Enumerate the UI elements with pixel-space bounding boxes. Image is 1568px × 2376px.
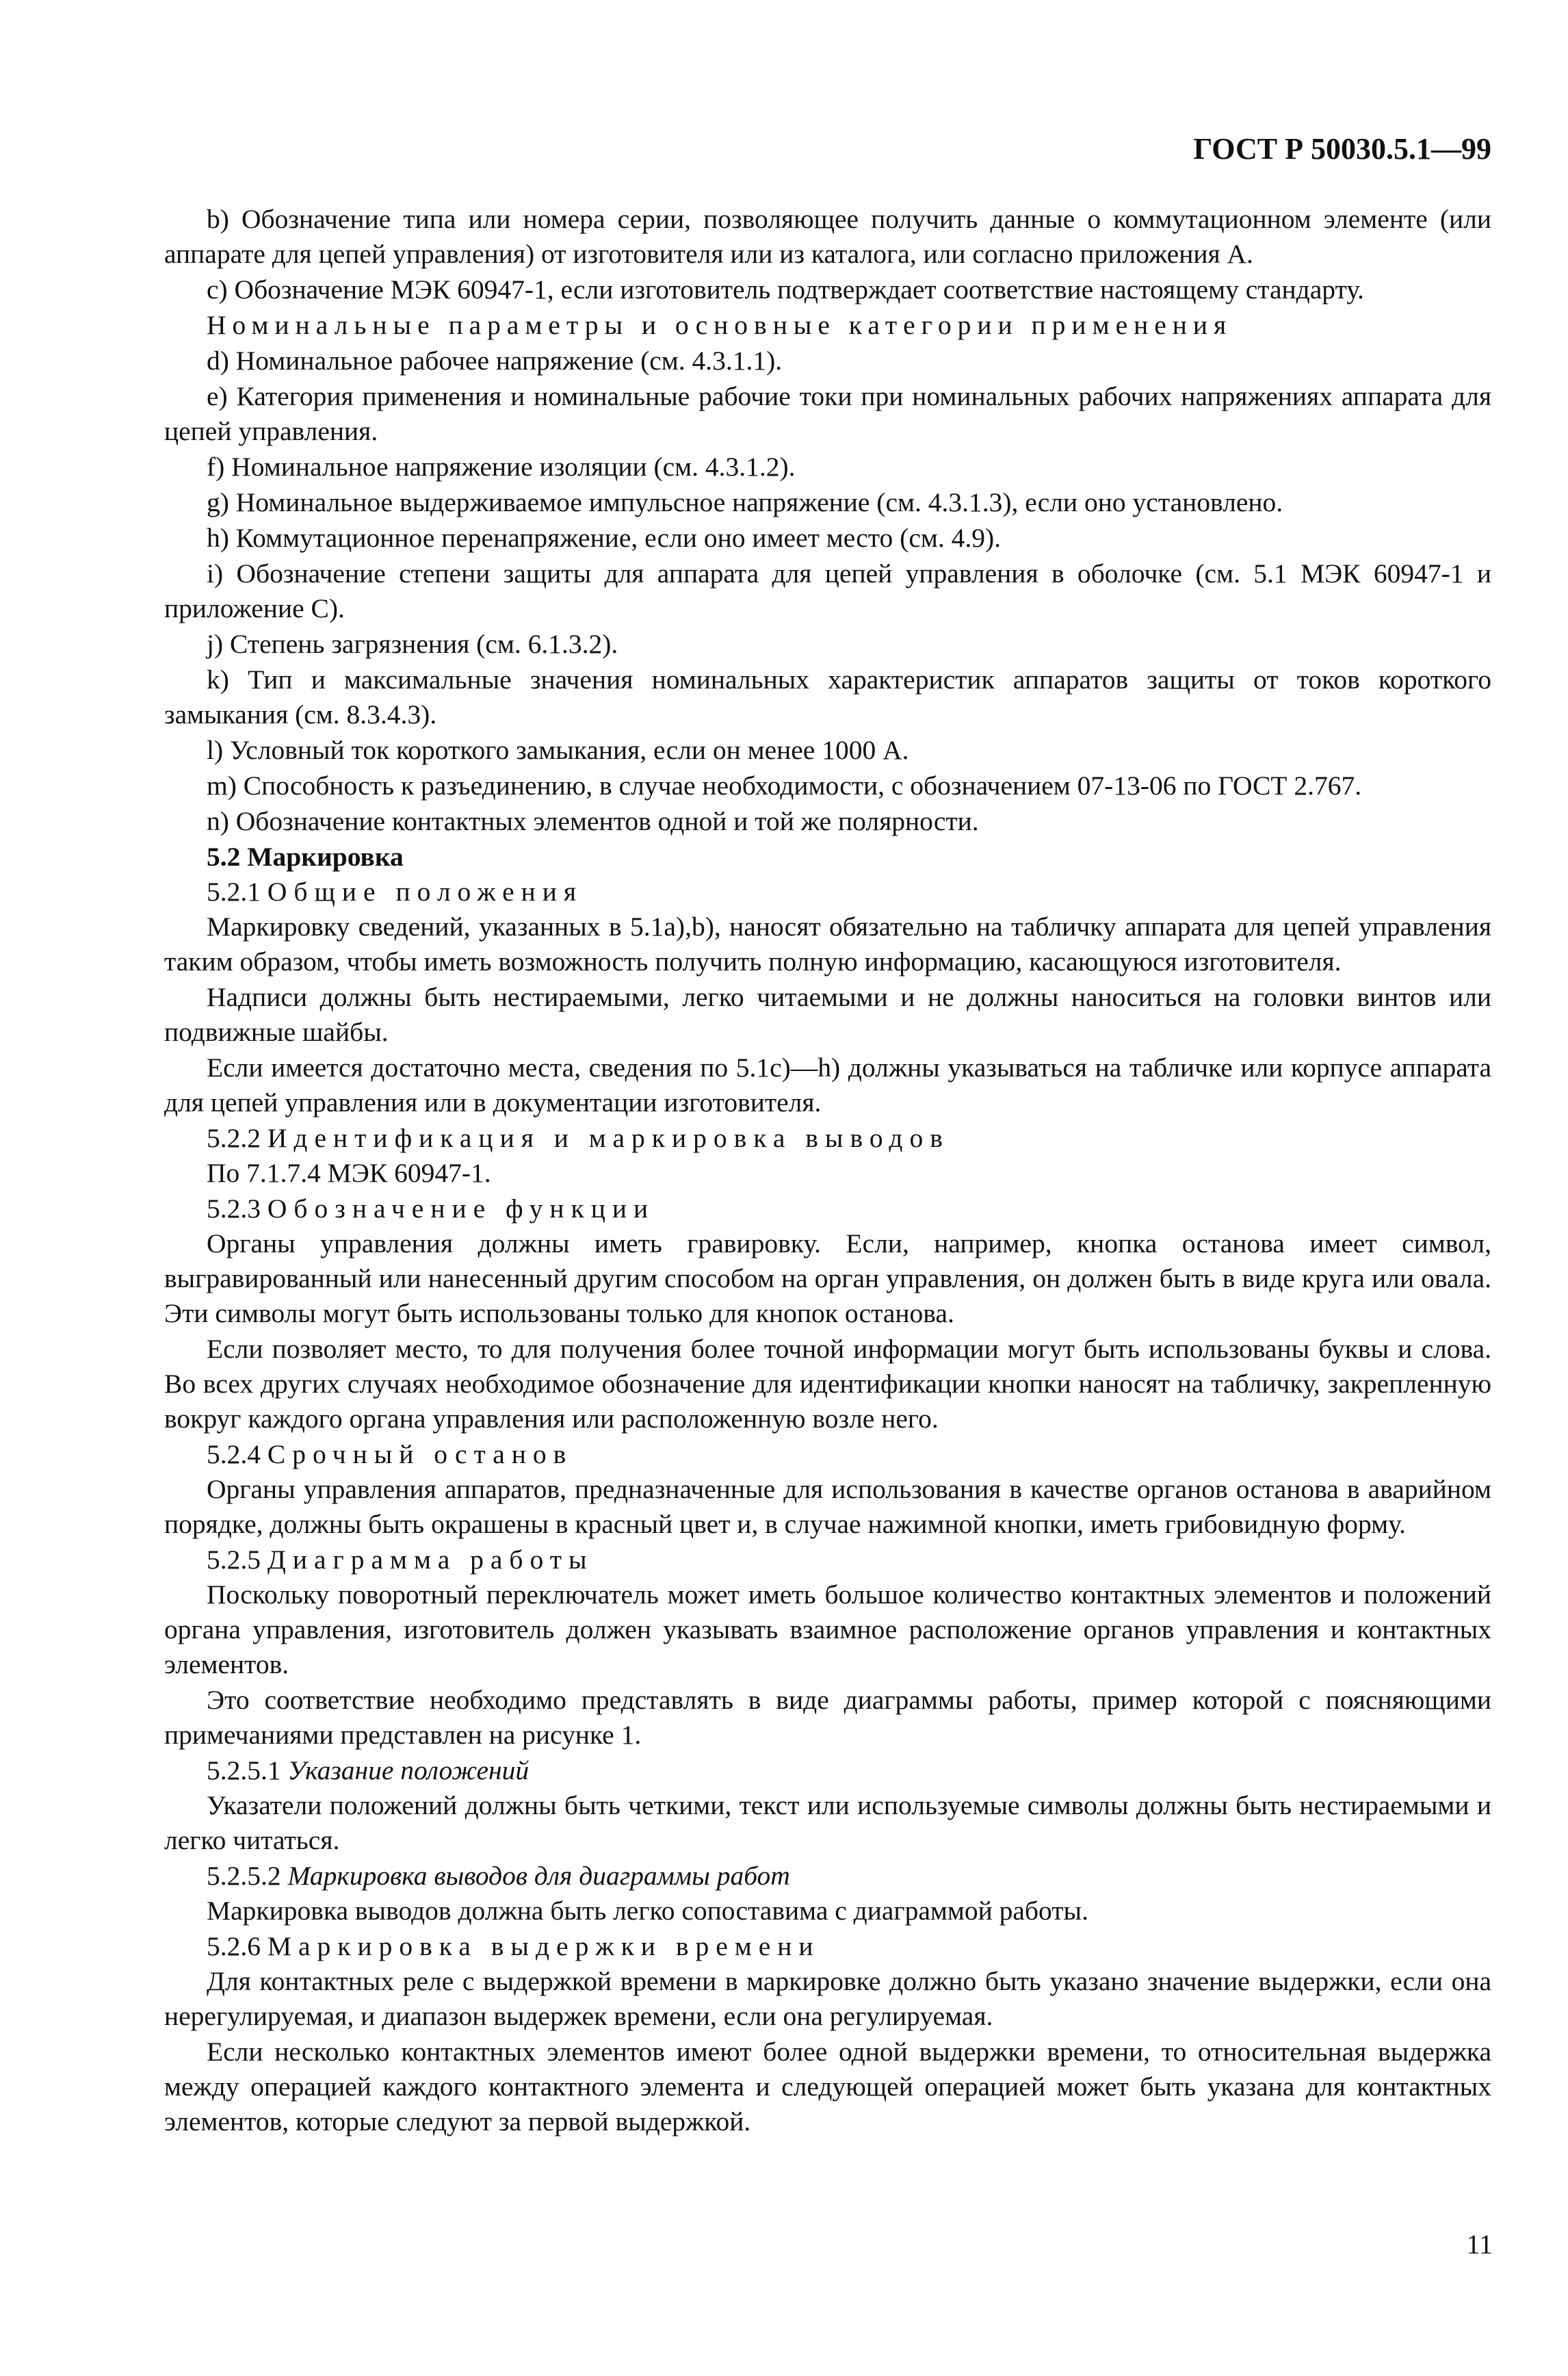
- paragraph: Для контактных реле с выдержкой времени в маркировке должно быть указано значение выдержки, если она нерегулируемая, и диапазон выдержек времени, если она регулируемая.: [164, 1966, 1491, 2031]
- paragraph: c) Обозначение МЭК 60947-1, если изготовитель подтверждает соответствие настоящему стандарту.: [207, 274, 1364, 305]
- paragraph: Маркировку сведений, указанных в 5.1a),b), наносят обязательно на табличку аппарата для цепей управления таким образом, чтобы иметь возможность получить полную информацию, касающуюся изготовителя.: [164, 912, 1491, 977]
- paragraph: Поскольку поворотный переключатель может иметь большое количество контактных элементов и положений органа управления, изготовитель должен указывать взаимное расположение органов управления и контактных элементов.: [164, 1579, 1491, 1679]
- paragraph: Органы управления должны иметь гравировку. Если, например, кнопка останова имеет символ, выгравированный или нанесенный другим способом на орган управления, он должен быть в виде круга или овала. Эти символы могут быть использованы только для кнопок останова.: [164, 1228, 1491, 1328]
- subsection-heading-5-2-5: [164, 1542, 1491, 1577]
- paragraph: Если имеется достаточно места, сведения по 5.1c)—h) должны указываться на табличке или корпусе аппарата для цепей управления или в документации изготовителя.: [164, 1053, 1491, 1118]
- list-item: l) Условный ток короткого замыкания, если он менее 1000 А.: [207, 735, 909, 765]
- subsection-heading-5-2-6: [164, 1929, 1491, 1964]
- paragraph: Органы управления аппаратов, предназначенные для использования в качестве органов останова в аварийном порядке, должны быть окрашены в красный цвет и, в случае нажимной кнопки, иметь грибовидную форму.: [164, 1474, 1491, 1539]
- subsection-heading-5-2-2: [164, 1121, 1491, 1156]
- list-item: g) Номинальное выдерживаемое импульсное напряжение (см. 4.3.1.3), если оно установлено.: [207, 487, 1283, 517]
- list-item: e) Категория применения и номинальные рабочие токи при номинальных рабочих напряжениях аппарата для цепей управления.: [164, 381, 1491, 446]
- list-item: m) Способность к разъединению, в случае необходимости, с обозначением 07-13-06 по ГОСТ 2.767.: [207, 771, 1362, 801]
- list-item: n) Обозначение контактных элементов одной и той же полярности.: [207, 806, 979, 836]
- subsection-title: Срочный останов: [267, 1439, 573, 1469]
- section-heading-marking: 5.2 Маркировка: [207, 842, 404, 872]
- subsection-number: 5.2.3: [207, 1193, 261, 1224]
- paragraph: Надписи должны быть нестираемыми, легко читаемыми и не должны наноситься на головки винтов или подвижные шайбы.: [164, 982, 1491, 1047]
- document-body: [164, 202, 1491, 2140]
- page-number: 11: [1466, 2229, 1493, 2260]
- subsection-title: Маркировка выводов для диаграммы работ: [287, 1861, 790, 1891]
- subsection-title: Идентификация и маркировка выводов: [267, 1123, 950, 1153]
- subsection-number: 5.2.6: [207, 1931, 261, 1961]
- subsection-heading-5-2-4: [164, 1437, 1491, 1472]
- list-item: k) Тип и максимальные значения номинальных характеристик аппаратов защиты от токов короткого замыкания (см. 8.3.4.3).: [164, 664, 1491, 729]
- subsection-title: Указание положений: [287, 1755, 530, 1785]
- subsection-heading-5-2-3: [164, 1191, 1491, 1226]
- subsection-title: Общие положения: [267, 877, 584, 907]
- subsection-number: 5.2.5.2: [207, 1861, 281, 1891]
- subsection-title: Диаграмма работы: [267, 1545, 594, 1575]
- list-item: d) Номинальное рабочее напряжение (см. 4.3.1.1).: [207, 346, 783, 376]
- subsection-heading-5-2-5-2: [164, 1859, 1491, 1894]
- list-item: f) Номинальное напряжение изоляции (см. 4.3.1.2).: [207, 452, 796, 482]
- paragraph: По 7.1.7.4 МЭК 60947-1.: [207, 1158, 491, 1188]
- list-item: i) Обозначение степени защиты для аппарата для цепей управления в оболочке (см. 5.1 МЭК 60947-1 и приложение С).: [164, 558, 1491, 623]
- subsection-number: 5.2.5.1: [207, 1755, 281, 1785]
- paragraph: Указатели положений должны быть четкими, текст или используемые символы должны быть нестираемыми и легко читаться.: [164, 1790, 1491, 1855]
- list-item: j) Степень загрязнения (см. 6.1.3.2).: [207, 629, 618, 659]
- subsection-heading-5-2-5-1: [164, 1753, 1491, 1788]
- paragraph: Если позволяет место, то для получения более точной информации могут быть использованы буквы и слова. Во всех других случаях необходимое обозначение для идентификации кнопки наносят на табличку, закрепленную вокруг каждого органа управления или расположенную возле него.: [164, 1334, 1491, 1434]
- paragraph: Это соответствие необходимо представлять в виде диаграммы работы, пример которой с поясняющими примечаниями представлен на рисунке 1.: [164, 1685, 1491, 1750]
- subsection-number: 5.2.5: [207, 1545, 261, 1575]
- subsection-title: Маркировка выдержки времени: [267, 1931, 820, 1961]
- section-heading-ratings: Номинальные параметры и основные категории применения: [207, 310, 1233, 340]
- subsection-number: 5.2.4: [207, 1439, 261, 1469]
- paragraph: b) Обозначение типа или номера серии, позволяющее получить данные о коммутационном элементе (или аппарате для цепей управления) от изготовителя или из каталога, или согласно приложения А.: [164, 204, 1491, 269]
- document-header: ГОСТ Р 50030.5.1—99: [1193, 132, 1491, 166]
- list-item: h) Коммутационное перенапряжение, если оно имеет место (см. 4.9).: [207, 523, 1002, 553]
- paragraph: Если несколько контактных элементов имеют более одной выдержки времени, то относительная выдержка между операцией каждого контактного элемента и следующей операцией может быть указана для контактных элементов, которые следуют за первой выдержкой.: [164, 2037, 1491, 2136]
- subsection-number: 5.2.1: [207, 877, 261, 907]
- paragraph: Маркировка выводов должна быть легко сопоставима с диаграммой работы.: [207, 1896, 1088, 1926]
- subsection-number: 5.2.2: [207, 1123, 261, 1153]
- subsection-heading-5-2-1: [164, 875, 1491, 909]
- subsection-title: Обозначение функции: [267, 1193, 655, 1224]
